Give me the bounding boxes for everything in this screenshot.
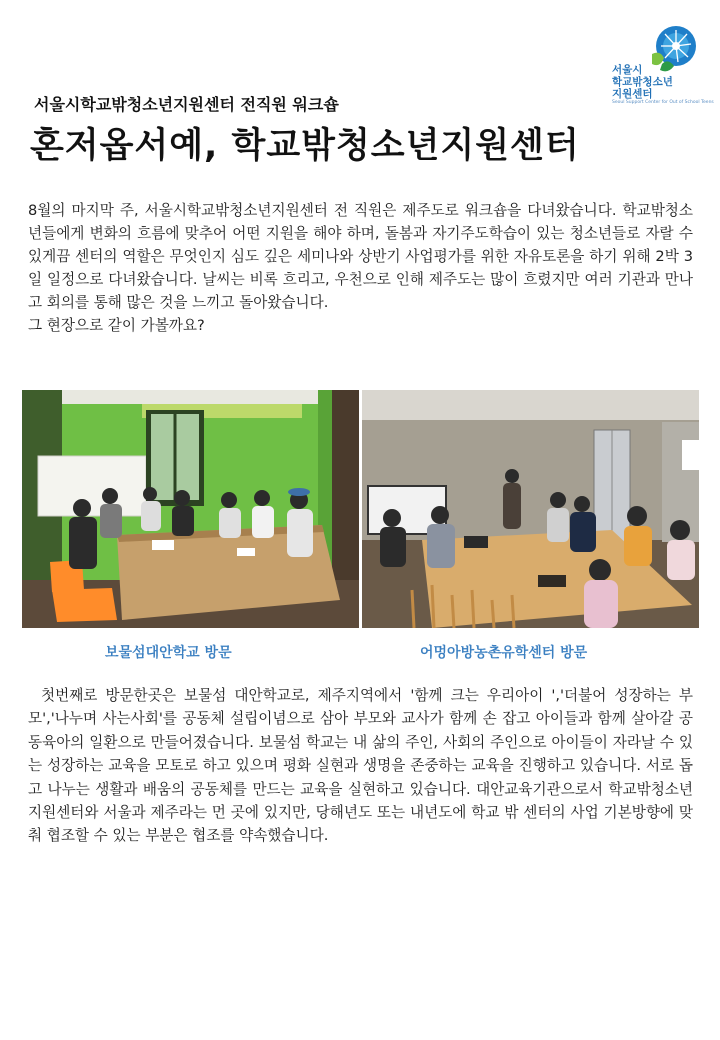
page-subtitle: 서울시학교밖청소년지원센터 전직원 워크숍 [34,95,339,114]
logo-english-name: Seoul Support Center for Out of School Teens [612,100,714,105]
right-photo-caption: 어멍아방농촌유학센터 방문 [420,645,588,661]
page-title: 혼저옵서예, 학교밖청소년지원센터 [30,126,580,166]
intro-closing: 그 현장으로 같이 가볼까요? [28,317,205,334]
center-logo [612,24,714,124]
logo-line-1: 서울시 [612,64,643,76]
logo-line-2: 학교밖청소년 [612,76,673,88]
logo-line-3: 지원센터 [612,88,653,100]
intro-paragraph: 8월의 마지막 주, 서울시학교밖청소년지원센터 전 직원은 제주도로 워크숍을 다녀왔습니다. 학교밖청소년들에게 변화의 흐름에 맞추어 어떤 지원을 해야 하며, 돌봄과 자기주도학습이 있는 청소년들로 자랄 수 있게끔 센터의 역할은 무엇인지 심도 깊은 세미나와 상반기 사업평가를 위한 자유토론을 하기 위해 2박 3일 일정으로 다녀왔습니다. 날씨는 비록 흐리고, 우천으로 인해 제주도는 많이 흐렸지만 여러 기관과 만나고 회의를 통해 많은 것을 느끼고 돌아왔습니다. [28,202,693,311]
photo-alternative-school-visit [22,390,359,628]
intro-text [28,199,693,337]
body-paragraph: 첫번째로 방문한곳은 보물섬 대안학교로, 제주지역에서 '함께 크는 우리아이 ','더불어 성장하는 부모','나누며 사는사회'를 공동체 설립이념으로 삼아 부모와 교사가 함께 손 잡고 아이들과 함께 살아갈 공동육아의 일환으로 만들어졌습니다. 보물섬 학교는 내 삶의 주인, 사회의 주인으로 아이들이 자라날 수 있는 성장하는 교육을 모토로 하고 있으며 평화 실현과 생명을 존중하는 교육을 진행하고 있습니다. 서로 돕고 나누는 생활과 배움의 공동체를 만드는 교육을 실현하고 있습니다. 대안교육기관으로서 학교밖청소년지원센터와 서울과 제주라는 먼 곳에 있지만, 당해년도 또는 내년도에 학교 밖 센터의 사업 기본방향에 맞춰 협조할 수 있는 부분은 협조를 약속했습니다. [28,687,694,845]
photo-farm-village-center-visit [362,390,699,628]
left-photo-caption: 보물섬대안학교 방문 [105,645,232,661]
